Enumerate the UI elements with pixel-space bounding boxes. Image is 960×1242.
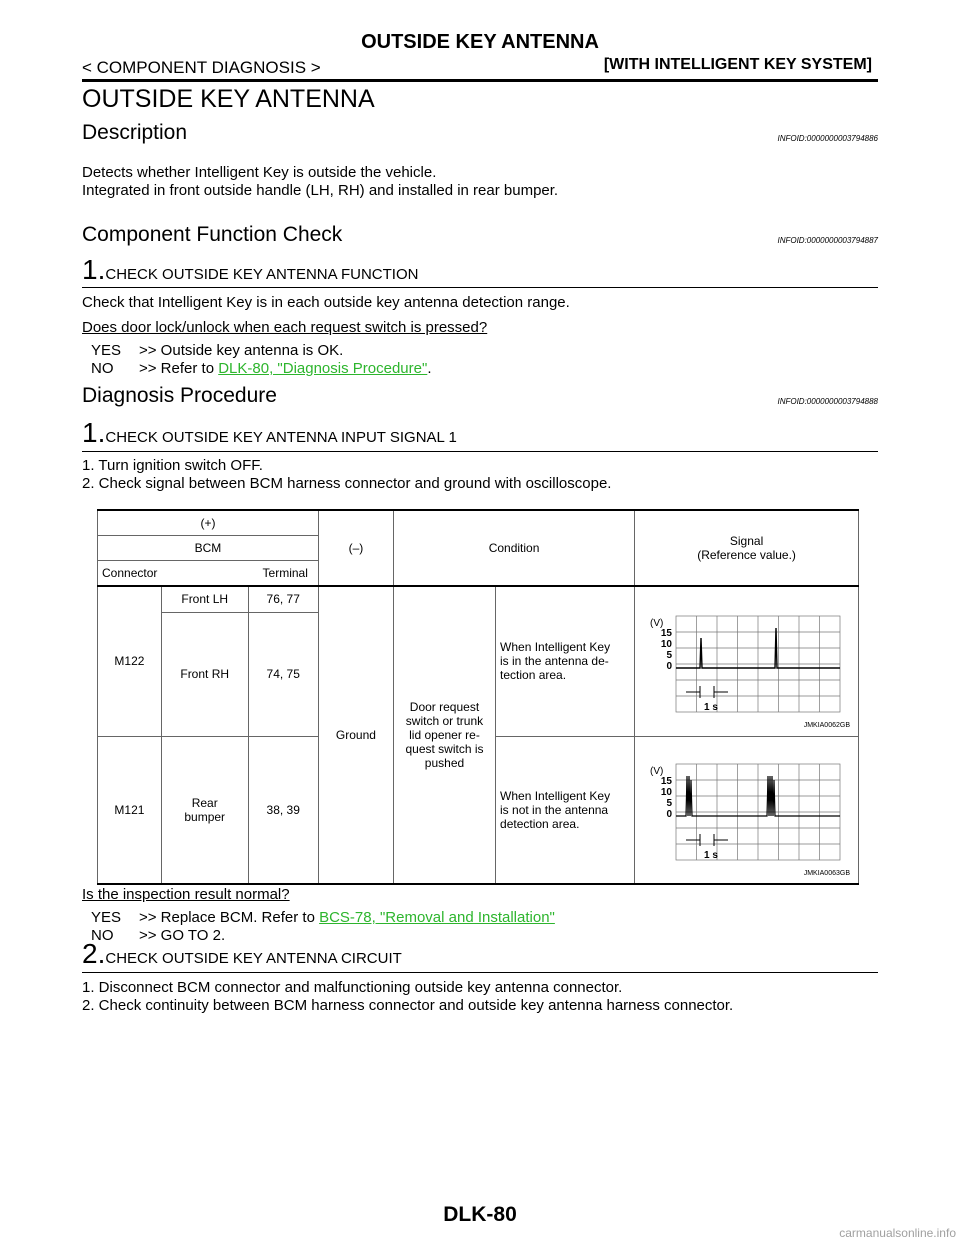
- description-heading: Description: [82, 121, 188, 144]
- rear-bumper-label: [161, 736, 248, 884]
- connector-header: Connector: [98, 561, 162, 587]
- wave-time: 1 s: [703, 850, 718, 862]
- connector-m121: M121: [98, 736, 162, 884]
- in-area-line: tection area.: [500, 668, 567, 683]
- waveform-in-area: [642, 598, 852, 722]
- rear-bumper-line: bumper: [184, 809, 226, 824]
- not-area-line: detection area.: [500, 816, 580, 831]
- door-request-line: quest switch is: [405, 742, 484, 756]
- wave-tick-0: 0: [666, 809, 672, 821]
- signal-header-line-1: Signal: [729, 534, 764, 548]
- minus-header: (–): [318, 510, 393, 586]
- step-rule: [82, 287, 878, 288]
- door-request-cell: [393, 586, 495, 884]
- wave-tick-0: 0: [666, 660, 672, 672]
- ground-cell: Ground: [318, 586, 393, 884]
- in-area-line: is in the antenna de-: [500, 654, 609, 669]
- signal-table: [97, 509, 859, 885]
- connector-m122: M122: [98, 586, 162, 736]
- step1-line-2: 2. Check signal between BCM harness connector and ground with oscilloscope.: [82, 475, 612, 492]
- step1-line-1: 1. Turn ignition switch OFF.: [82, 457, 263, 474]
- step-number: 2.: [82, 938, 106, 969]
- page-number: DLK-80: [443, 1203, 517, 1226]
- wave-tick-5: 5: [666, 649, 672, 661]
- description-infoid: INFOID:0000000003794886: [777, 134, 878, 143]
- removal-installation-link[interactable]: BCS-78, "Removal and Installation": [319, 909, 555, 926]
- inspection-question: Is the inspection result normal?: [82, 886, 290, 903]
- door-request-line: switch or trunk: [405, 714, 484, 728]
- answer-no-key: NO: [91, 360, 114, 377]
- step-title: CHECK OUTSIDE KEY ANTENNA FUNCTION: [105, 266, 419, 283]
- function-check-heading: Component Function Check: [82, 223, 343, 246]
- not-area-cell: [496, 736, 635, 884]
- diagnosis-step-2: [82, 938, 402, 970]
- in-area-line: When Intelligent Key: [500, 640, 611, 655]
- waveform-cell-1: [635, 586, 859, 736]
- watermark: carmanualsonline.info: [839, 1226, 956, 1240]
- signal-header-line-2: (Reference value.): [697, 548, 796, 562]
- header-rule: [82, 79, 878, 82]
- step2-line-1: 1. Disconnect BCM connector and malfunctioning outside key antenna connector.: [82, 979, 623, 996]
- function-check-line: Check that Intelligent Key is in each outside key antenna detection range.: [82, 294, 570, 311]
- rear-bumper-line: Rear: [191, 795, 218, 810]
- wave-tick-10: 10: [660, 787, 672, 799]
- plus-header: (+): [98, 510, 319, 536]
- section-title: OUTSIDE KEY ANTENNA: [82, 85, 375, 113]
- description-line-1: Detects whether Intelligent Key is outside the vehicle.: [82, 164, 437, 181]
- front-rh-label: Front RH: [161, 612, 248, 736]
- breadcrumb: < COMPONENT DIAGNOSIS >: [82, 58, 321, 77]
- terminal-header: Terminal: [161, 561, 318, 587]
- diagnosis-step-1: [82, 417, 457, 449]
- answer-no-after: .: [427, 360, 432, 377]
- front-rh-terminal: 74, 75: [248, 612, 318, 736]
- figure-id-1: JMKIA0062GB: [803, 721, 850, 729]
- wave-tick-15: 15: [660, 627, 672, 639]
- rear-terminal: 38, 39: [248, 736, 318, 884]
- condition-header: Condition: [393, 510, 634, 586]
- door-request-line: Door request: [409, 700, 480, 714]
- waveform-cell-2: [635, 736, 859, 884]
- answer-yes-text: >> Replace BCM. Refer to: [139, 909, 320, 926]
- wave-tick-10: 10: [660, 638, 672, 650]
- answer-no-key: NO: [91, 927, 114, 944]
- in-area-cell: [496, 586, 635, 736]
- wave-tick-5: 5: [666, 798, 672, 810]
- step-title: CHECK OUTSIDE KEY ANTENNA CIRCUIT: [105, 950, 402, 967]
- answer-yes-key: YES: [91, 909, 122, 926]
- wave-tick-15: 15: [660, 776, 672, 788]
- figure-id-2: JMKIA0063GB: [803, 870, 850, 878]
- answer-no: [91, 360, 431, 378]
- step-number: 1.: [82, 254, 106, 285]
- step-rule: [82, 451, 878, 452]
- function-step-1: [82, 254, 418, 286]
- diagnosis-heading: Diagnosis Procedure: [82, 384, 277, 407]
- waveform-not-area: [642, 746, 852, 870]
- step-title: CHECK OUTSIDE KEY ANTENNA INPUT SIGNAL 1: [105, 429, 457, 446]
- not-area-line: When Intelligent Key: [500, 788, 611, 803]
- step2-line-2: 2. Check continuity between BCM harness connector and outside key antenna harness connector.: [82, 997, 734, 1014]
- door-request-line: pushed: [424, 756, 465, 770]
- signal-header: [635, 510, 859, 586]
- step-rule: [82, 972, 878, 973]
- step-number: 1.: [82, 417, 106, 448]
- answer-no-text: >> Refer to: [139, 360, 219, 377]
- diagnosis-procedure-link[interactable]: DLK-80, "Diagnosis Procedure": [218, 360, 428, 377]
- answer-no-text: >> GO TO 2.: [139, 927, 226, 944]
- function-check-infoid: INFOID:0000000003794887: [777, 236, 878, 245]
- description-line-2: Integrated in front outside handle (LH, RH) and installed in rear bumper.: [82, 182, 559, 199]
- system-label: [WITH INTELLIGENT KEY SYSTEM]: [603, 56, 872, 73]
- front-lh-label: Front LH: [161, 586, 248, 612]
- wave-unit: (V): [649, 617, 663, 629]
- function-check-question: Does door lock/unlock when each request switch is pressed?: [82, 319, 488, 336]
- wave-time: 1 s: [703, 701, 718, 713]
- bcm-header: BCM: [98, 536, 319, 561]
- diagnosis-infoid: INFOID:0000000003794888: [777, 397, 878, 406]
- door-request-line: lid opener re-: [409, 728, 480, 742]
- answer-yes-text: >> Outside key antenna is OK.: [139, 342, 344, 359]
- answer-yes: [91, 342, 343, 360]
- answer-yes-key: YES: [91, 342, 122, 359]
- not-area-line: is not in the antenna: [500, 802, 609, 817]
- diag-answer-yes: [91, 909, 555, 927]
- wave-unit: (V): [649, 766, 663, 778]
- page-title: OUTSIDE KEY ANTENNA: [361, 31, 599, 53]
- wave-grid: [676, 764, 840, 860]
- front-lh-terminal: 76, 77: [248, 586, 318, 612]
